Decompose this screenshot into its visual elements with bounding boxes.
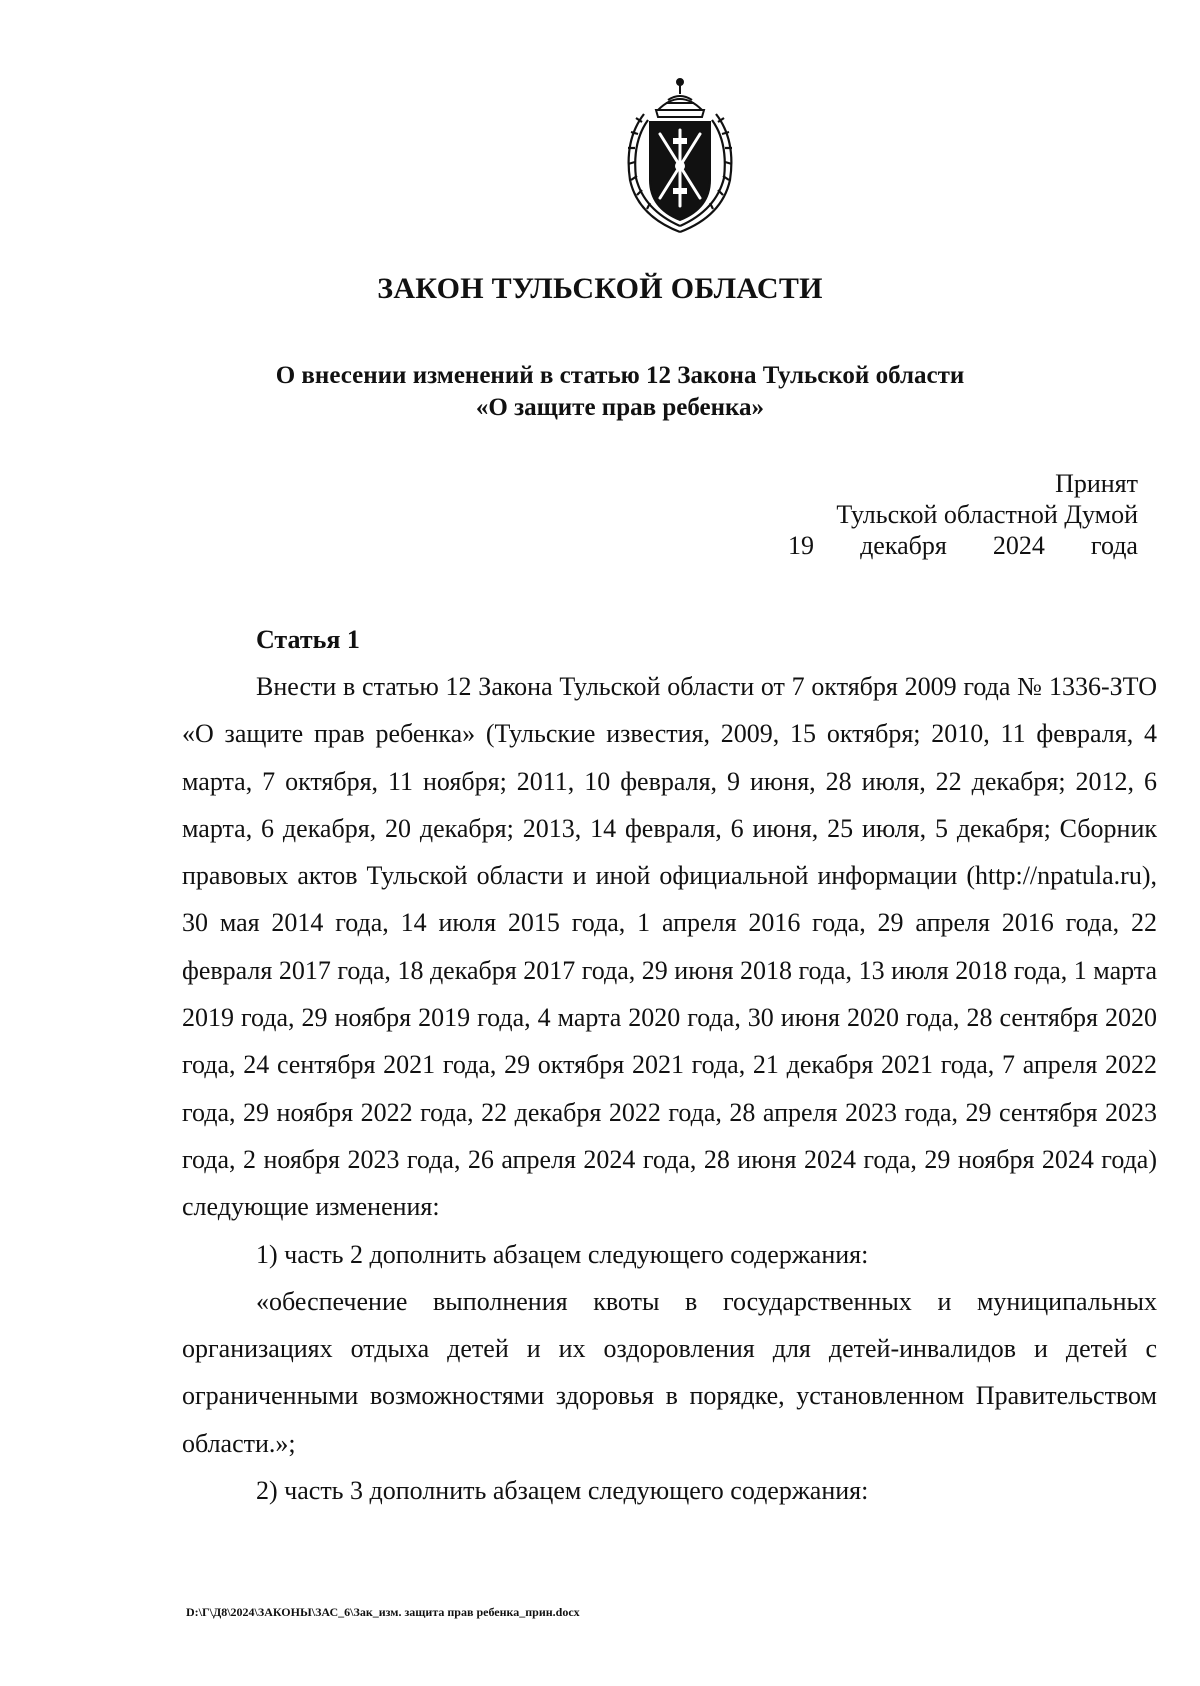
law-subtitle-line-2: «О защите прав ребенка» <box>475 394 765 421</box>
adoption-month: декабря <box>860 531 947 560</box>
article-heading: Статья 1 <box>256 625 360 654</box>
article-paragraph: «обеспечение выполнения квоты в государственных и муниципальных организациях отдыха детей и их оздоровления для детей-инвалидов и детей с ограниченными возможностями здоровья в порядке, установленном Правительством области.»; <box>182 1286 1157 1458</box>
adoption-block <box>758 468 1138 561</box>
file-path-footer: D:\Г\Д8\2024\ЗАКОНЫ\ЗАС_6\Зак_изм. защита прав ребенка_прин.docx <box>186 1605 580 1619</box>
adoption-year-word: года <box>1090 531 1138 560</box>
article-body <box>182 663 1157 1514</box>
law-subtitle-line-1: О внесении изменений в статью 12 Закона Тульской области <box>275 362 965 389</box>
law-title: ЗАКОН ТУЛЬСКОЙ ОБЛАСТИ <box>377 272 823 305</box>
adoption-body: Тульской областной Думой <box>836 500 1138 529</box>
adoption-date <box>758 530 1138 561</box>
adoption-accepted: Принят <box>1055 469 1138 498</box>
law-subtitle <box>0 360 1200 424</box>
adoption-day: 19 <box>788 531 814 560</box>
adoption-year: 2024 <box>992 531 1045 560</box>
article-paragraph: Внести в статью 12 Закона Тульской области от 7 октября 2009 года № 1336-ЗТО «О защите прав ребенка» (Тульские известия, 2009, 15 октября; 2010, 11 февраля, 4 марта, 7 октября, 11 ноября; 2011, 10 февраля, 9 июня, 28 июля, 22 декабря; 2012, 6 марта, 6 декабря, 20 декабря; 2013, 14 февраля, 6 июня, 25 июля, 5 декабря; Сборник правовых актов Тульской области и иной официальной информации (http://npatula.ru), 30 мая 2014 года, 14 июля 2015 года, 1 апреля 2016 года, 29 апреля 2016 года, 22 февраля 2017 года, 18 декабря 2017 года, 29 июня 2018 года, 13 июля 2018 года, 1 марта 2019 года, 29 ноября 2019 года, 4 марта 2020 года, 30 июня 2020 года, 28 сентября 2020 года, 24 сентября 2021 года, 29 октября 2021 года, 21 декабря 2021 года, 7 апреля 2022 года, 29 ноября 2022 года, 22 декабря 2022 года, 28 апреля 2023 года, 29 сентября 2023 года, 2 ноября 2023 года, 26 апреля 2024 года, 28 июня 2024 года, 29 ноября 2024 года) следующие изменения: <box>182 672 1157 1222</box>
coat-of-arms-icon <box>618 70 742 238</box>
article-paragraph: 1) часть 2 дополнить абзацем следующего содержания: <box>256 1239 869 1269</box>
article-paragraph: 2) часть 3 дополнить абзацем следующего содержания: <box>256 1476 869 1506</box>
